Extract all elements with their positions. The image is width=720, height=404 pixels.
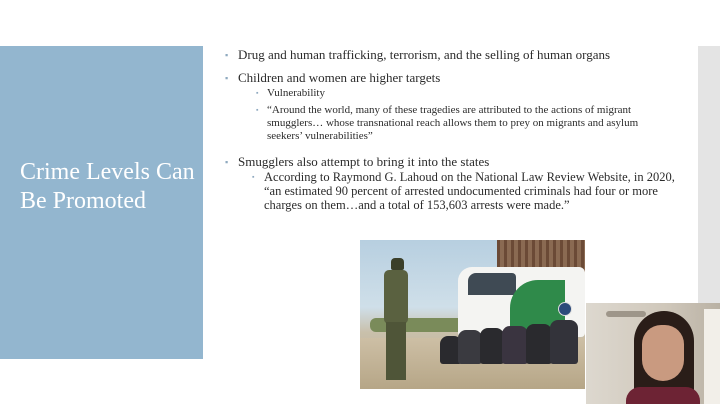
presenter-webcam — [586, 303, 720, 404]
truck-window-shape — [468, 273, 516, 295]
bullet-item: ▪ Children and women are higher targets — [225, 70, 440, 86]
bullet-item: ▪ Drug and human trafficking, terrorism, and the selling of human organs — [225, 47, 610, 63]
sub-bullet-item: ▪ “Around the world, many of these tragedies are attributed to the actions of migrant smugglers… whose transnational reach allows them to prey on migrants and asylum seekers’ vulnerabilities” — [256, 104, 657, 143]
bullet-item: ▪ Smugglers also attempt to bring it into the states — [225, 154, 489, 170]
door-shape — [704, 309, 720, 404]
sub-bullet-item: ▪ Vulnerability — [256, 87, 657, 100]
face-shape — [642, 325, 684, 381]
shirt-shape — [626, 387, 700, 404]
ceiling-fan-shape — [606, 311, 646, 317]
agent-figure-icon — [380, 258, 412, 382]
border-patrol-photo — [360, 240, 585, 389]
seal-icon — [558, 302, 572, 316]
slide-title: Crime Levels Can Be Promoted — [20, 159, 195, 214]
sub-bullet-item: ▪ According to Raymond G. Lahoud on the National Law Review Website, in 2020, “an estimated 90 percent of arrested undocumented criminals had four or more charges on them…and a total of 153,603 arrests were made.” — [252, 170, 684, 212]
seated-group-shape — [440, 320, 580, 370]
